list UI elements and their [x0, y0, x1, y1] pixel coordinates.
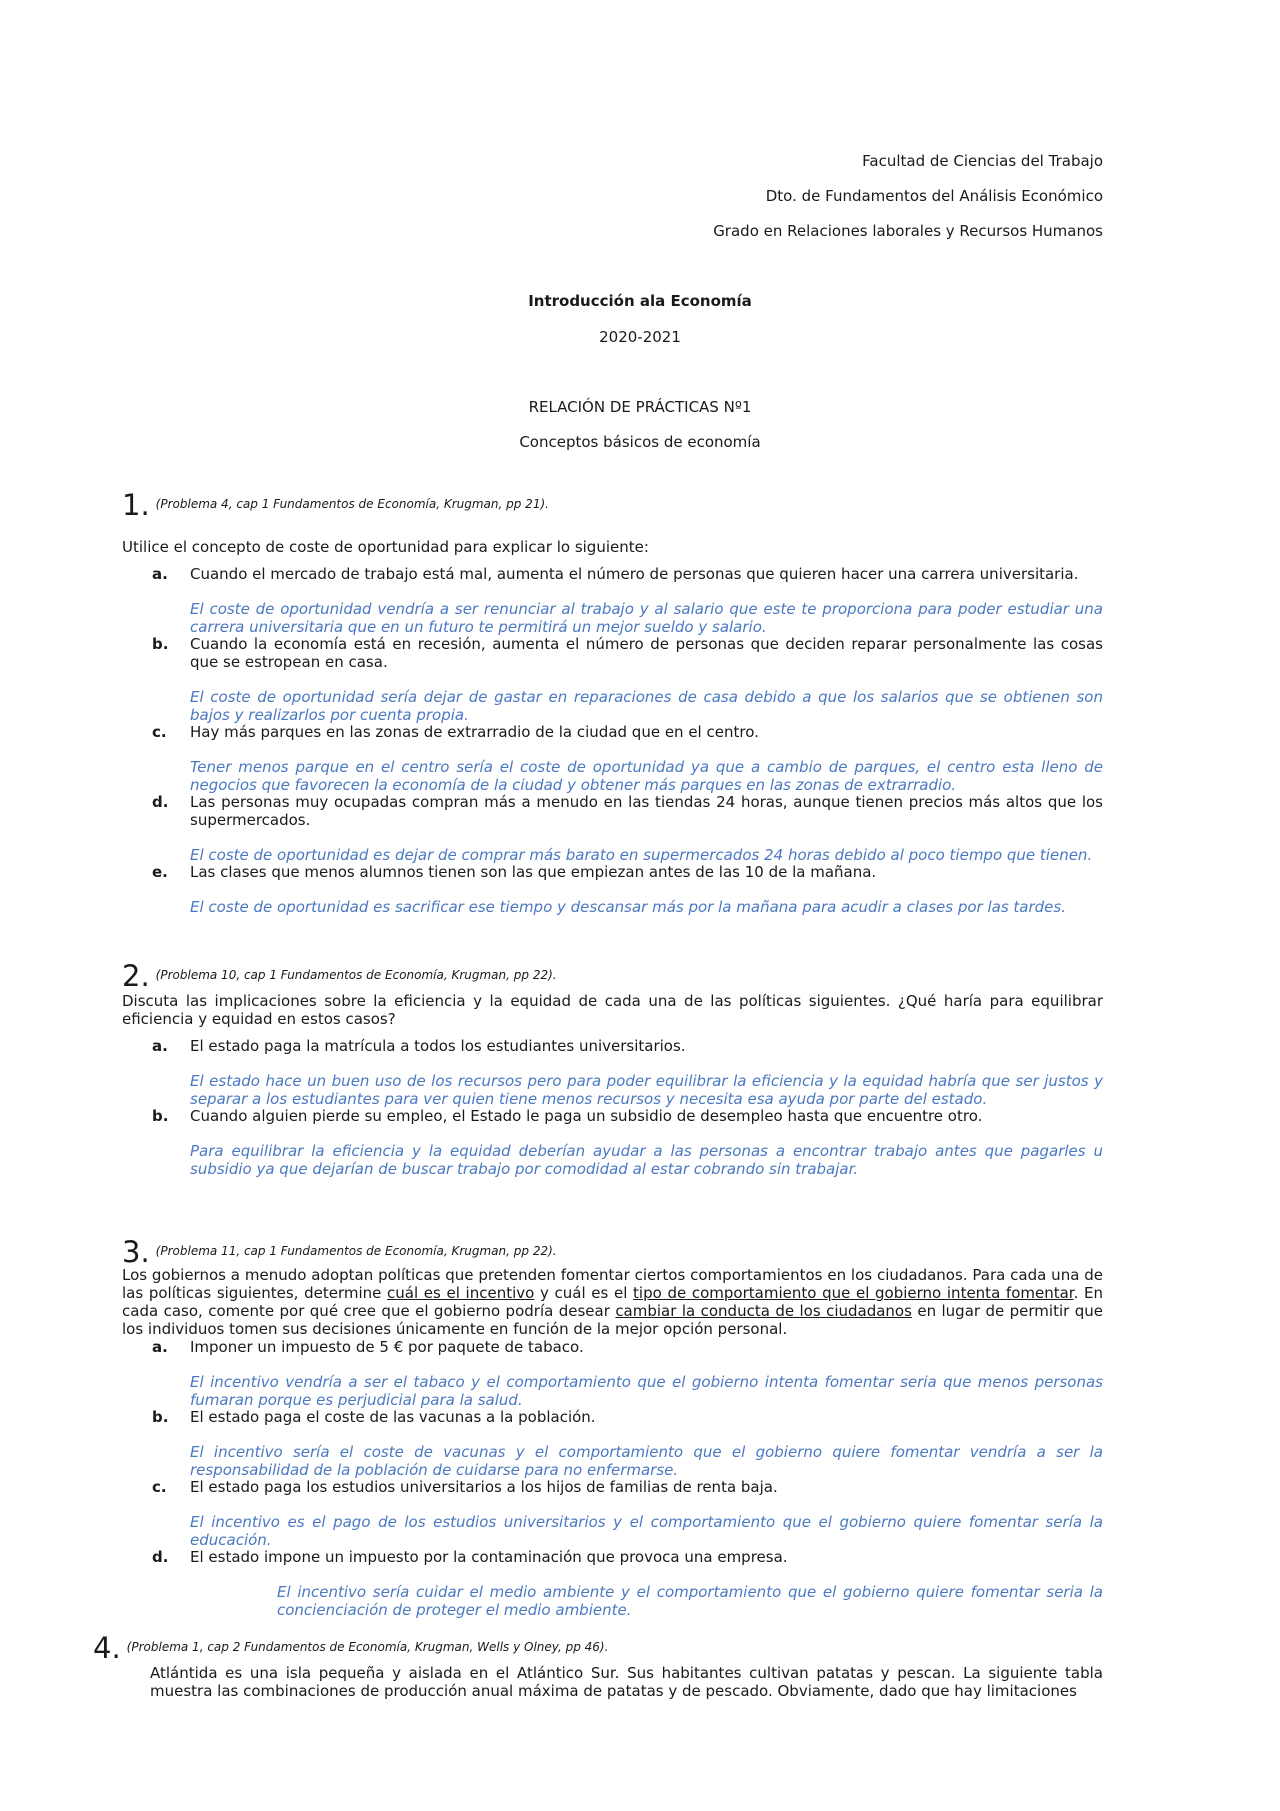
problem-1-intro: Utilice el concepto de coste de oportunidad para explicar lo siguiente: [122, 538, 649, 556]
item-label: c. [152, 1478, 167, 1496]
problem-3-answer-b: El incentivo sería el coste de vacunas y el comportamiento que el gobierno quiere fomentar vendría a ser la responsabilidad de la población de cuidarse para no enfermarse. [190, 1443, 1103, 1479]
header-department: Dto. de Fundamentos del Análisis Económico [765, 187, 1103, 205]
problem-reference: (Problema 11, cap 1 Fundamentos de Economía, Krugman, pp 22). [155, 1244, 557, 1258]
item-question: Imponer un impuesto de 5 € por paquete de tabaco. [190, 1338, 584, 1356]
item-question: El estado paga la matrícula a todos los estudiantes universitarios. [190, 1037, 686, 1055]
problem-2-heading [122, 961, 557, 993]
intro-text: . En cada caso, comente por qué cree que el gobierno podría desear [122, 1284, 1104, 1320]
item-question: El estado paga los estudios universitarios a los hijos de familias de renta baja. [190, 1478, 778, 1496]
item-question: Cuando alguien pierde su empleo, el Estado le paga un subsidio de desempleo hasta que encuentre otro. [190, 1107, 983, 1125]
item-question: Cuando el mercado de trabajo está mal, aumenta el número de personas que quieren hacer una carrera universitaria. [190, 565, 1079, 583]
item-question: Hay más parques en las zonas de extrarradio de la ciudad que en el centro. [190, 723, 759, 741]
item-question: Las personas muy ocupadas compran más a menudo en las tiendas 24 horas, aunque tienen precios más altos que los supermercados. [190, 793, 1103, 829]
problem-3-answer-d: El incentivo sería cuidar el medio ambiente y el comportamiento que el gobierno quiere fomentar seria la concienciación de proteger el medio ambiente. [277, 1583, 1103, 1619]
problem-number: 4. [93, 1631, 121, 1665]
problem-3-answer-c: El incentivo es el pago de los estudios universitarios y el comportamiento que el gobierno quiere fomentar sería la educación. [190, 1513, 1103, 1549]
problem-3-item-d [152, 1548, 1103, 1566]
problem-number: 2. [122, 959, 150, 993]
item-label: c. [152, 723, 167, 741]
problem-reference: (Problema 4, cap 1 Fundamentos de Economía, Krugman, pp 21). [155, 497, 549, 511]
problem-2-item-b [152, 1107, 1103, 1125]
problem-1-item-c [152, 723, 1103, 741]
course-year: 2020-2021 [599, 328, 681, 346]
header-degree: Grado en Relaciones laborales y Recursos Humanos [713, 222, 1103, 240]
problem-2-answer-a: El estado hace un buen uso de los recursos pero para poder equilibrar la eficiencia y la equidad habría que ser justos y separar a los estudiantes para ver quien tiene menos recursos y necesita esa ayuda por parte del estado. [190, 1072, 1103, 1108]
problem-1-heading [122, 490, 549, 522]
intro-text: en lugar de permitir que los individuos tomen sus decisiones únicamente en función de la mejor opción personal. [122, 1302, 1103, 1338]
problem-1-answer-e: El coste de oportunidad es sacrificar ese tiempo y descansar más por la mañana para acudir a clases por las tardes. [190, 898, 1066, 916]
problem-number: 3. [122, 1235, 150, 1269]
item-question: El estado impone un impuesto por la contaminación que provoca una empresa. [190, 1548, 788, 1566]
problem-reference: (Problema 10, cap 1 Fundamentos de Economía, Krugman, pp 22). [155, 968, 557, 982]
problem-1-answer-b: El coste de oportunidad sería dejar de gastar en reparaciones de casa debido a que los salarios que se obtienen son bajos y realizarlos por cuenta propia. [190, 688, 1103, 724]
item-label: b. [152, 1107, 169, 1125]
problem-1-item-e [152, 863, 1103, 881]
item-question: Cuando la economía está en recesión, aumenta el número de personas que deciden reparar personalmente las cosas que se estropean en casa. [190, 635, 1103, 671]
item-question: El estado paga el coste de las vacunas a la población. [190, 1408, 596, 1426]
problem-2-intro: Discuta las implicaciones sobre la eficiencia y la equidad de cada una de las políticas siguientes. ¿Qué haría para equilibrar eficiencia y equidad en estos casos? [122, 992, 1103, 1028]
intro-text: y cuál es el [534, 1284, 634, 1302]
item-label: b. [152, 1408, 169, 1426]
problem-3-item-c [152, 1478, 1103, 1496]
item-label: d. [152, 793, 169, 811]
problem-3-answer-a: El incentivo vendría a ser el tabaco y el comportamiento que el gobierno intenta fomentar seria que menos personas fumaran porque es perjudicial para la salud. [190, 1373, 1103, 1409]
item-label: e. [152, 863, 168, 881]
problem-1-answer-c: Tener menos parque en el centro sería el coste de oportunidad ya que a cambio de parques, el centro esta lleno de negocios que favorecen la economía de la ciudad y obtener más parques en las zonas de extrarradio. [190, 758, 1103, 794]
relation-title: RELACIÓN DE PRÁCTICAS Nº1 [528, 398, 752, 416]
relation-subtitle: Conceptos básicos de economía [519, 433, 761, 451]
problem-3-intro [122, 1266, 1103, 1338]
problem-1-answer-a: El coste de oportunidad vendría a ser renunciar al trabajo y al salario que este te proporciona para poder estudiar una carrera universitaria que en un futuro te permitirá un mejor sueldo y salario. [190, 600, 1103, 636]
problem-3-item-a [152, 1338, 1103, 1356]
item-label: a. [152, 1037, 168, 1055]
intro-underline-behaviour: tipo de comportamiento que el gobierno intenta fomentar [633, 1284, 1074, 1302]
intro-underline-incentive: cuál es el incentivo [387, 1284, 535, 1302]
problem-3-heading [122, 1237, 557, 1269]
problem-number: 1. [122, 488, 150, 522]
problem-1-item-b [152, 635, 1103, 671]
header-faculty: Facultad de Ciencias del Trabajo [862, 152, 1103, 170]
item-label: d. [152, 1548, 169, 1566]
item-label: b. [152, 635, 169, 653]
problem-2-item-a [152, 1037, 1103, 1055]
problem-reference: (Problema 1, cap 2 Fundamentos de Economía, Krugman, Wells y Olney, pp 46). [126, 1640, 609, 1654]
problem-1-item-d [152, 793, 1103, 829]
course-title: Introducción ala Economía [528, 292, 752, 310]
problem-2-answer-b: Para equilibrar la eficiencia y la equidad deberían ayudar a las personas a encontrar trabajo antes que pagarles u subsidio ya que dejarían de buscar trabajo por comodidad al estar cobrando sin trabajar. [190, 1142, 1103, 1178]
problem-1-answer-d: El coste de oportunidad es dejar de comprar más barato en supermercados 24 horas debido al poco tiempo que tienen. [190, 846, 1093, 864]
problem-4-intro: Atlántida es una isla pequeña y aislada en el Atlántico Sur. Sus habitantes cultivan patatas y pescan. La siguiente tabla muestra las combinaciones de producción anual máxima de patatas y de pescado. Obviamente, dado que hay limitaciones [150, 1664, 1103, 1700]
item-label: a. [152, 565, 168, 583]
item-label: a. [152, 1338, 168, 1356]
item-question: Las clases que menos alumnos tienen son las que empiezan antes de las 10 de la mañana. [190, 863, 877, 881]
problem-3-item-b [152, 1408, 1103, 1426]
problem-1-item-a [152, 565, 1103, 583]
intro-text: Los gobiernos a menudo adoptan políticas que pretenden fomentar ciertos comportamientos en los ciudadanos. Para cada una de las políticas siguientes, determine [122, 1266, 1103, 1302]
intro-underline-conduct: cambiar la conducta de los ciudadanos [615, 1302, 912, 1320]
problem-4-heading [93, 1633, 608, 1665]
